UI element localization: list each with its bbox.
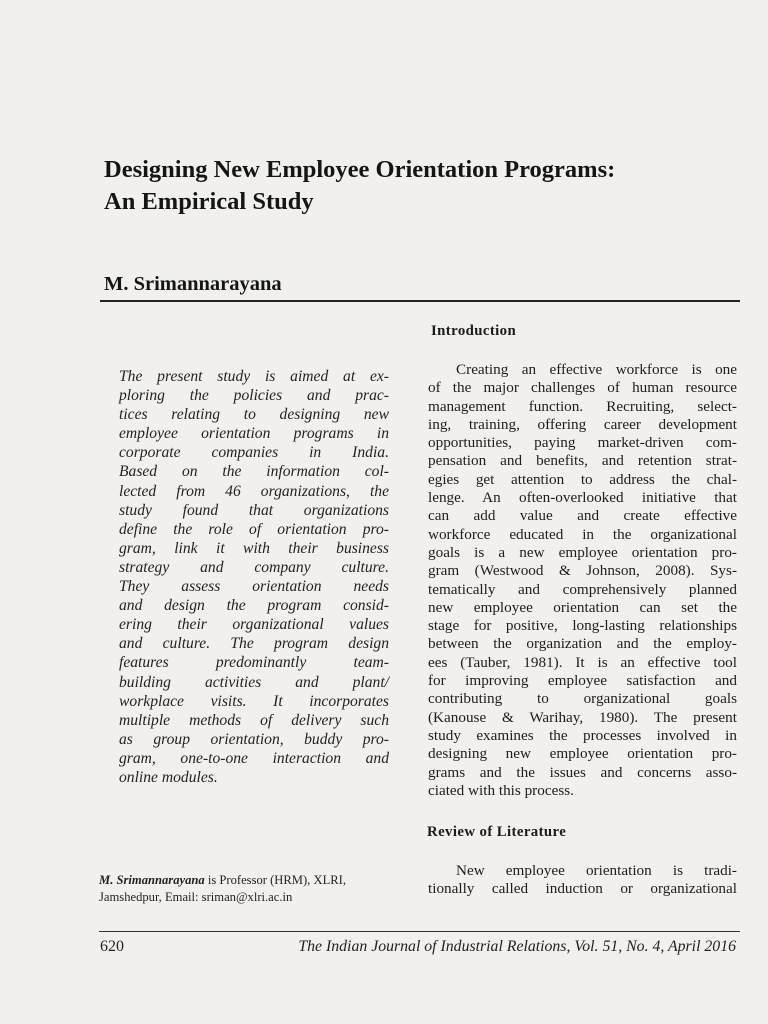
article-title-line: Designing New Employee Orientation Programs: [104,156,616,183]
abstract-line: strategy and company culture. [119,558,389,576]
body-line: gram (Westwood & Johnson, 2008). Sys- [428,562,737,580]
abstract-line: The present study is aimed at ex- [119,368,389,385]
body-line: tematically and comprehensively planned [428,580,737,598]
author-name: M. Srimannarayana [104,273,282,295]
abstract-line: corporate companies in India. [119,444,389,462]
body-line: goals is a new employee orientation pro- [428,543,737,561]
abstract-line: gram, link it with their business [119,539,389,557]
body-line: designing new employee orientation pro- [428,745,737,763]
article-title-line: An Empirical Study [104,188,314,215]
abstract-line: tices relating to designing new [119,406,389,424]
section-heading-review: Review of Literature [427,824,567,840]
abstract-line: study found that organizations [119,501,389,519]
abstract-line: workplace visits. It incorporates [119,692,389,710]
abstract-line: ering their organizational values [119,616,389,634]
body-line: between the organization and the employ- [428,635,737,653]
abstract-line: define the role of orientation pro- [119,520,389,538]
abstract-line: Based on the information col- [119,463,389,481]
review-body [428,862,737,899]
body-line: stage for positive, long-lasting relationships [428,617,737,635]
abstract-line: lected from 46 organizations, the [119,482,389,500]
header-rule [100,300,740,302]
abstract-line: and design the program consid- [119,597,389,615]
abstract-line: gram, one-to-one interaction and [119,749,389,767]
abstract-line: and culture. The program design [119,635,389,653]
abstract-line: ploring the policies and prac- [119,387,389,405]
body-line: opportunities, paying market-driven com- [428,434,737,452]
body-line: for improving employee satisfaction and [428,672,737,690]
abstract-line: multiple methods of delivery such [119,711,389,729]
journal-citation: The Indian Journal of Industrial Relations, Vol. 51, No. 4, April 2016 [298,938,736,955]
page-number: 620 [100,938,124,955]
footnote-author-name: M. Srimannarayana [99,873,205,887]
body-line: tionally called induction or organizational [428,880,737,898]
article-title [104,154,744,218]
body-line: New employee orientation is tradi- [456,862,737,879]
footer-rule [99,931,740,932]
body-line: can add value and create effective [428,507,737,525]
abstract-line: as group orientation, buddy pro- [119,730,389,748]
abstract-line: employee orientation programs in [119,425,389,443]
body-line: workforce educated in the organizational [428,525,737,543]
body-line: ing, training, offering career development [428,415,737,433]
body-line: grams and the issues and concerns asso- [428,763,737,781]
body-line: Creating an effective workforce is one [456,361,737,378]
abstract-line: features predominantly team- [119,654,389,672]
introduction-body [428,361,737,800]
abstract [119,367,389,787]
footnote-affiliation: is Professor (HRM), XLRI, [204,873,347,887]
abstract-line: They assess orientation needs [119,578,389,596]
body-line: contributing to organizational goals [428,690,737,708]
section-heading-introduction: Introduction [431,323,517,339]
body-line: ees (Tauber, 1981). It is an effective tool [428,653,737,671]
body-line: of the major challenges of human resource [428,379,737,397]
body-line: egies get attention to address the chal- [428,470,737,488]
body-line: pensation and benefits, and retention strat- [428,452,737,470]
abstract-line: online modules. [119,768,218,786]
author-footnote [99,872,419,905]
footnote-line [99,872,419,889]
body-line: new employee orientation can set the [428,598,737,616]
abstract-line: building activities and plant/ [119,673,389,691]
body-line: (Kanouse & Warihay, 1980). The present [428,708,737,726]
body-line: study examines the processes involved in [428,726,737,744]
body-line: lenge. An often-overlooked initiative that [428,489,737,507]
body-line: ciated with this process. [428,781,574,799]
footnote-line: Jamshedpur, Email: sriman@xlri.ac.in [99,889,293,904]
body-line: management function. Recruiting, select- [428,397,737,415]
